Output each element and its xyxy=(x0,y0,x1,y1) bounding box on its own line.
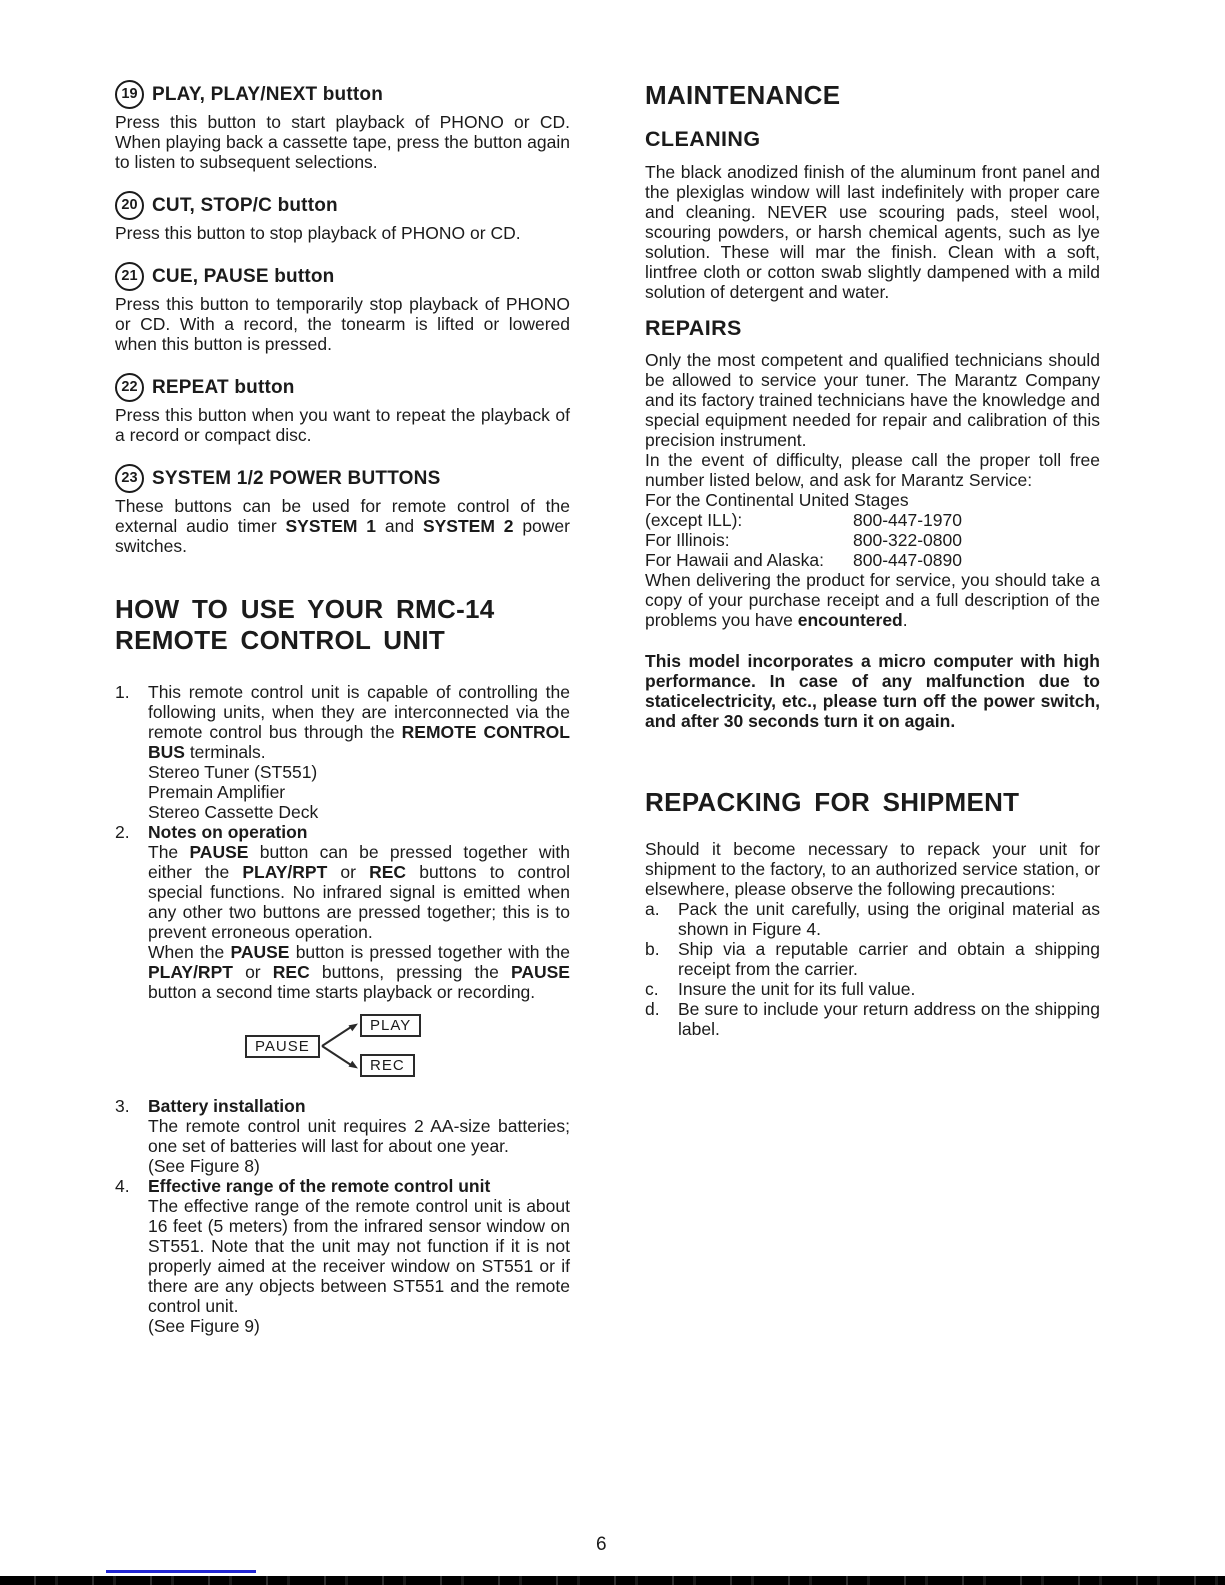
item-number: 2. xyxy=(115,822,130,842)
maintenance-heading: MAINTENANCE xyxy=(645,80,841,110)
repairs-paragraph-2: In the event of difficulty, please call the proper toll free number listed below, and ask for Marantz Service: xyxy=(645,450,1100,490)
repacking-item-d xyxy=(645,999,1100,1039)
left-column xyxy=(115,80,570,1336)
item-number: 4. xyxy=(115,1176,130,1196)
item-number: 1. xyxy=(115,682,130,702)
section-heading xyxy=(115,191,570,220)
unit-line: Premain Amplifier xyxy=(148,782,286,802)
circled-number-badge: 20 xyxy=(115,191,144,220)
howto-item-1 xyxy=(115,682,570,822)
button-section-23 xyxy=(115,464,570,556)
section-title: CUT, STOP/C button xyxy=(152,194,338,216)
figure-reference: (See Figure 8) xyxy=(148,1156,260,1176)
item-paragraph: This remote control unit is capable of controlling the following units, when they are interconnected via the remote control bus through the REMOTE CONTROL BUS terminals. xyxy=(148,682,570,762)
section-body: Press this button to stop playback of PHONO or CD. xyxy=(115,223,521,243)
item-body xyxy=(148,1096,570,1176)
cleaning-heading: CLEANING xyxy=(645,127,761,151)
phone-row xyxy=(645,530,1100,550)
repairs-heading: REPAIRS xyxy=(645,316,742,340)
unit-line: Stereo Cassette Deck xyxy=(148,802,319,822)
phone-number: 800-447-0890 xyxy=(853,550,962,570)
repacking-item-c xyxy=(645,979,1100,999)
item-title: Battery installation xyxy=(148,1096,306,1116)
item-body xyxy=(148,682,570,822)
item-paragraph: The effective range of the remote control unit is about 16 feet (5 meters) from the infrared sensor window on ST551. Note that the unit may not function if it is not properly aimed at the receiver window on ST551 or if there are any objects between ST551 and the remote control unit. xyxy=(148,1196,570,1316)
item-paragraph: The PAUSE button can be pressed together with either the PLAY/RPT or REC buttons to control special functions. No infrared signal is emitted when any other two buttons are pressed together; this is to prevent erroneous operation. xyxy=(148,842,570,942)
item-number: 3. xyxy=(115,1096,130,1116)
howto-item-3 xyxy=(115,1096,570,1176)
phone-number: 800-322-0800 xyxy=(853,530,962,550)
howto-section xyxy=(115,594,570,1336)
button-section-19 xyxy=(115,80,570,172)
cleaning-body: The black anodized finish of the aluminum front panel and the plexiglas window will last indefinitely with proper care and cleaning. NEVER use scouring pads, steel wool, scouring powders, or harsh chemical agents, such as lye solution. These will mar the finish. Clean with a soft, lintfree cloth or cotton swab slightly dampened with a mild solution of detergent and water. xyxy=(645,162,1100,302)
section-body: These buttons can be used for remote control of the external audio timer SYSTEM 1 and SYSTEM 2 power switches. xyxy=(115,496,570,556)
play-box: PLAY xyxy=(360,1014,421,1037)
repacking-item-a xyxy=(645,899,1100,939)
item-text: Insure the unit for its full value. xyxy=(678,979,916,999)
unit-line: Stereo Tuner (ST551) xyxy=(148,762,318,782)
item-text: Be sure to include your return address on the shipping label. xyxy=(678,999,1100,1039)
item-paragraph: The remote control unit requires 2 AA-size batteries; one set of batteries will last for about one year. xyxy=(148,1116,570,1156)
item-letter: a. xyxy=(645,899,660,919)
section-heading xyxy=(115,80,570,109)
section-heading xyxy=(115,373,570,402)
section-body: Press this button to temporarily stop playback of PHONO or CD. With a record, the tonearm is lifted or lowered when this button is pressed. xyxy=(115,294,570,354)
phone-row xyxy=(645,550,1100,570)
arrow-icon xyxy=(115,1010,570,1082)
section-body: Press this button to start playback of PHONO or CD. When playing back a cassette tape, press the button again to listen to subsequent selections. xyxy=(115,112,570,172)
item-letter: b. xyxy=(645,939,660,959)
repacking-heading: REPACKING FOR SHIPMENT xyxy=(645,787,1020,817)
item-paragraph: When the PAUSE button is pressed together with the PLAY/RPT or REC buttons, pressing the PAUSE button a second time starts playback or recording. xyxy=(148,942,570,1002)
phone-label: For Illinois: xyxy=(645,530,730,550)
static-electricity-notice: This model incorporates a micro computer with high performance. In case of any malfunction due to staticelectricity, etc., please turn off the power switch, and after 30 seconds turn it on again. xyxy=(645,651,1100,731)
repacking-item-b xyxy=(645,939,1100,979)
item-text: Pack the unit carefully, using the original material as shown in Figure 4. xyxy=(678,899,1100,939)
repacking-intro: Should it become necessary to repack your unit for shipment to the factory, to an authorized service station, or elsewhere, please observe the following precautions: xyxy=(645,839,1100,899)
section-heading xyxy=(115,464,570,493)
footer-black-bar xyxy=(0,1576,1225,1585)
item-title: Effective range of the remote control unit xyxy=(148,1176,491,1196)
rec-box: REC xyxy=(360,1054,415,1077)
phone-label: (except ILL): xyxy=(645,510,743,530)
section-title: CUE, PAUSE button xyxy=(152,265,335,287)
phone-intro: For the Continental United Stages xyxy=(645,490,909,510)
section-heading xyxy=(115,262,570,291)
delivering-note: When delivering the product for service, you should take a copy of your purchase receipt and a full description of the problems you have encountered. xyxy=(645,570,1100,630)
phone-label: For Hawaii and Alaska: xyxy=(645,550,824,570)
howto-item-2 xyxy=(115,822,570,1002)
section-title: SYSTEM 1/2 POWER BUTTONS xyxy=(152,467,441,489)
button-section-22 xyxy=(115,373,570,445)
pause-play-rec-diagram xyxy=(115,1010,570,1082)
figure-reference: (See Figure 9) xyxy=(148,1316,260,1336)
howto-item-4 xyxy=(115,1176,570,1336)
right-column xyxy=(645,80,1100,1039)
button-section-21 xyxy=(115,262,570,354)
item-body xyxy=(148,822,570,1002)
circled-number-badge: 22 xyxy=(115,373,144,402)
footer-blue-line xyxy=(106,1570,256,1573)
item-letter: c. xyxy=(645,979,659,999)
item-letter: d. xyxy=(645,999,660,1019)
section-title: REPEAT button xyxy=(152,376,295,398)
button-section-20 xyxy=(115,191,570,243)
pause-box: PAUSE xyxy=(245,1035,320,1058)
page-number: 6 xyxy=(596,1534,607,1555)
section-title: PLAY, PLAY/NEXT button xyxy=(152,83,384,105)
phone-number: 800-447-1970 xyxy=(853,510,962,530)
item-body xyxy=(148,1176,570,1336)
repairs-paragraph-1: Only the most competent and qualified technicians should be allowed to service your tuner. The Marantz Company and its factory trained technicians have the knowledge and special equipment needed for repair and calibration of this precision instrument. xyxy=(645,350,1100,450)
section-body: Press this button when you want to repeat the playback of a record or compact disc. xyxy=(115,405,570,445)
item-text: Ship via a reputable carrier and obtain a shipping receipt from the carrier. xyxy=(678,939,1100,979)
circled-number-badge: 23 xyxy=(115,464,144,493)
item-title: Notes on operation xyxy=(148,822,308,842)
circled-number-badge: 21 xyxy=(115,262,144,291)
howto-heading: HOW TO USE YOUR RMC-14 REMOTE CONTROL UNIT xyxy=(115,594,495,655)
circled-number-badge: 19 xyxy=(115,80,144,109)
phone-row xyxy=(645,510,1100,530)
